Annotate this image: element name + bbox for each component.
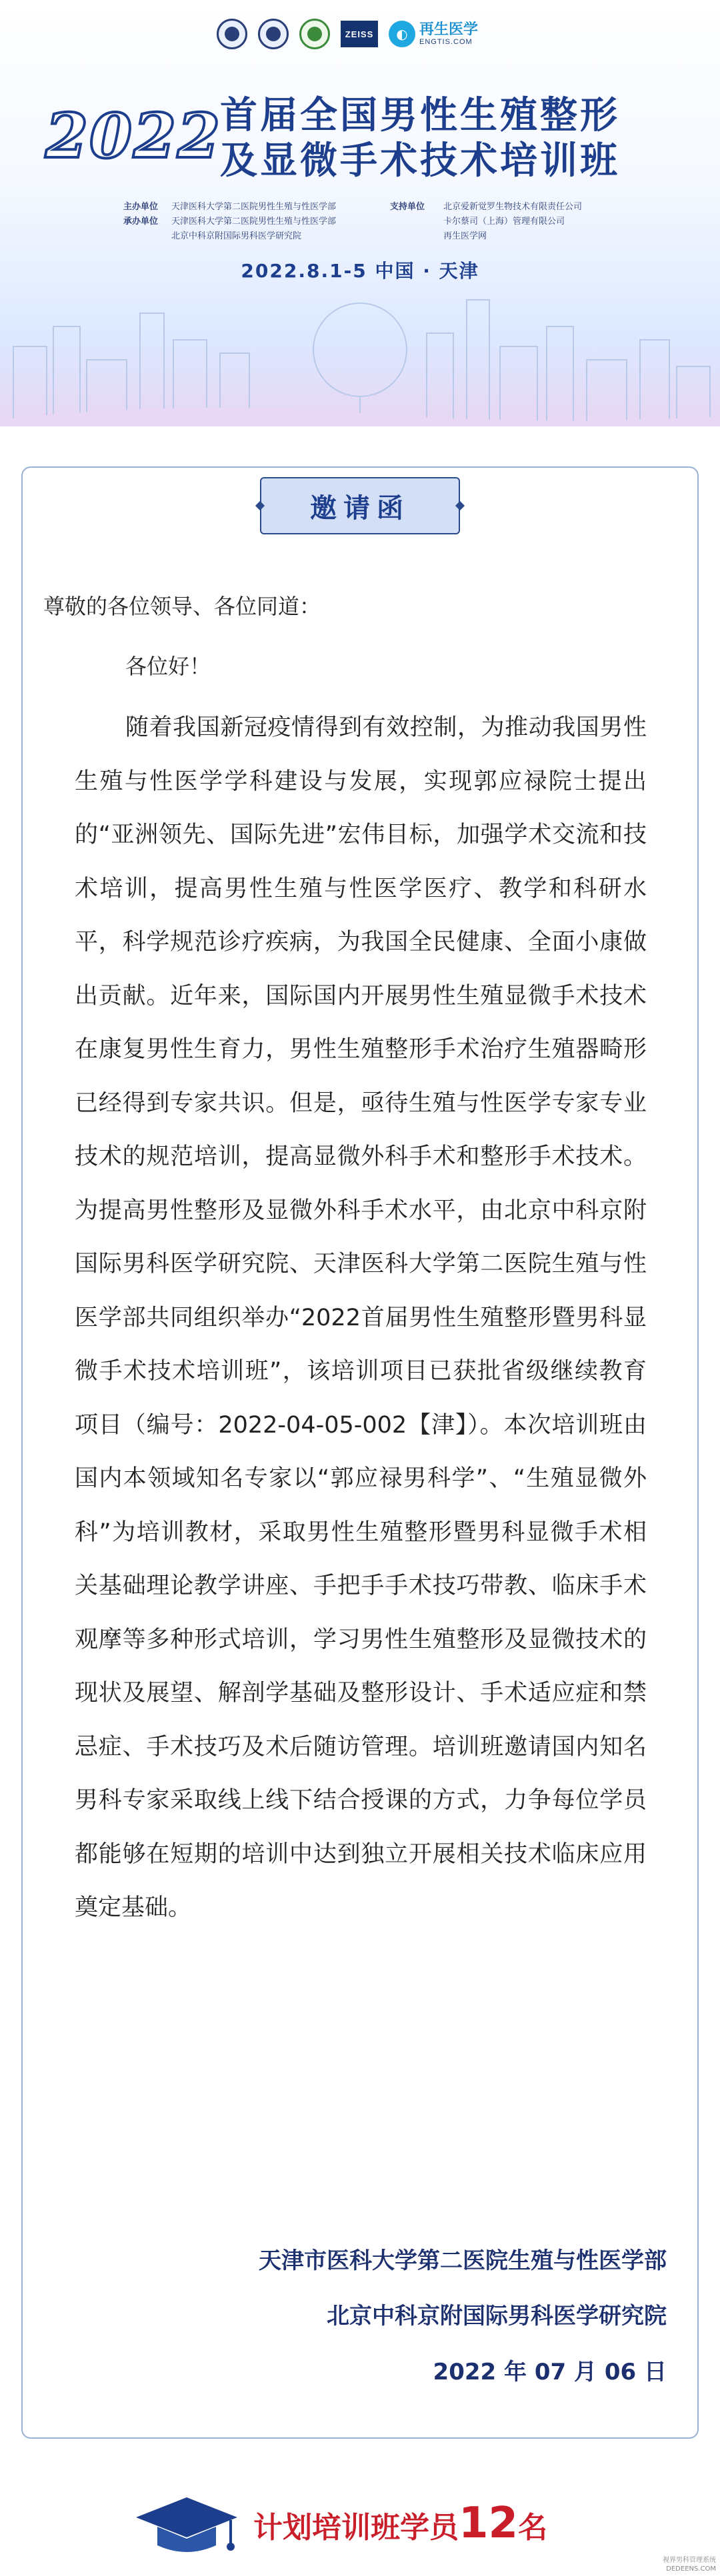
watermark xyxy=(663,2556,716,2573)
salutation: 尊敬的各位领导、各位同道： xyxy=(43,594,321,619)
organizer-block xyxy=(123,200,336,244)
support-org-3: 再生医学网 xyxy=(443,231,487,241)
co-host-org-1: 天津医科大学第二医院男性生殖与性医学部 xyxy=(171,217,337,227)
brand-name-en: ENGTIS.COM xyxy=(419,38,473,47)
trainee-count-prefix: 计划培训班学员 xyxy=(253,2511,459,2545)
city-skyline-illustration xyxy=(0,287,720,426)
trainee-count-number: 12 xyxy=(459,2499,519,2548)
event-title xyxy=(220,93,687,184)
brand-mark-icon: ◐ xyxy=(389,21,415,47)
footer xyxy=(0,2465,720,2576)
university-seal-icon xyxy=(217,19,247,49)
brand-logo xyxy=(389,21,478,47)
tree-emblem-icon xyxy=(299,19,330,49)
logo-row xyxy=(217,19,478,49)
support-org-1: 北京爱新觉罗生物技术有限责任公司 xyxy=(443,202,583,212)
trainee-count-text xyxy=(253,2499,547,2548)
signature-org-2: 北京中科京附国际男科医学研究院 xyxy=(327,2303,667,2329)
supporter-block xyxy=(390,200,582,244)
support-org-2: 卡尔蔡司（上海）管理有限公司 xyxy=(443,217,565,227)
title-line-1: 首届全国男性生殖整形 xyxy=(220,94,620,137)
invitation-title: 邀请函 xyxy=(310,492,410,524)
watermark-line-1: 视界男科管理系统 xyxy=(663,2557,716,2564)
zeiss-logo-icon: ZEISS xyxy=(341,21,378,47)
host-org: 天津医科大学第二医院男性生殖与性医学部 xyxy=(171,202,337,212)
hospital-seal-icon xyxy=(258,19,289,49)
greeting: 各位好！ xyxy=(125,654,211,679)
co-host-label: 承办单位 xyxy=(123,217,159,227)
brand-name-cn: 再生医学 xyxy=(419,21,479,38)
support-label: 支持单位 xyxy=(390,202,425,212)
invitation-title-tab xyxy=(260,477,460,534)
graduation-cap-icon xyxy=(133,2492,240,2559)
invitation-body: 随着我国新冠疫情得到有效控制，为推动我国男性生殖与性医学学科建设与发展，实现郭应禄院士提出的“亚洲领先、国际先进”宏伟目标，加强学术交流和技术培训，提高男性生殖与性医学医疗、教学和科研水平，科学规范诊疗疾病，为我国全民健康、全面小康做出贡献。近年来，国际国内开展男性生殖显微手术技术在康复男性生育力，男性生殖整形手术治疗生殖器畸形已经得到专家共识。但是，亟待生殖与性医学专家专业技术的规范培训，提高显微外科手术和整形手术技术。为提高男性整形及显微外科手术水平，由北京中科京附国际男科医学研究院、天津医科大学第二医院生殖与性医学部共同组织举办“2022首届男性生殖整形暨男科显微手术技术培训班”，该培训项目已获批省级继续教育项目（编号：2022-04-05-002【津】）。本次培训班由国内本领域知名专家以“郭应禄男科学”、“生殖显微外科”为培训教材，采取男性生殖整形暨男科显微手术相关基础理论教学讲座、手把手手术技巧带教、临床手术观摩等多种形式培训，学习男性生殖整形及显微技术的现状及展望、解剖学基础及整形设计、手术适应症和禁忌症、手术技巧及术后随访管理。培训班邀请国内知名男科专家采取线上线下结合授课的方式，力争每位学员都能够在短期的培训中达到独立开展相关技术临床应用奠定基础。 xyxy=(75,714,647,1921)
co-host-org-2: 北京中科京附国际男科医学研究院 xyxy=(171,231,302,241)
title-line-2: 及显微手术技术培训班 xyxy=(220,139,620,183)
date-place: 2022.8.1-5 中国 · 天津 xyxy=(241,260,479,282)
trainee-count-suffix: 名 xyxy=(518,2511,548,2545)
signature-org-1: 天津市医科大学第二医院生殖与性医学部 xyxy=(259,2248,667,2274)
host-label: 主办单位 xyxy=(123,202,159,212)
watermark-line-2: DEDEENS.COM xyxy=(666,2565,716,2573)
header-banner xyxy=(0,0,720,426)
event-year: 2022 xyxy=(45,100,222,172)
signature-date: 2022 年 07 月 06 日 xyxy=(433,2359,667,2385)
